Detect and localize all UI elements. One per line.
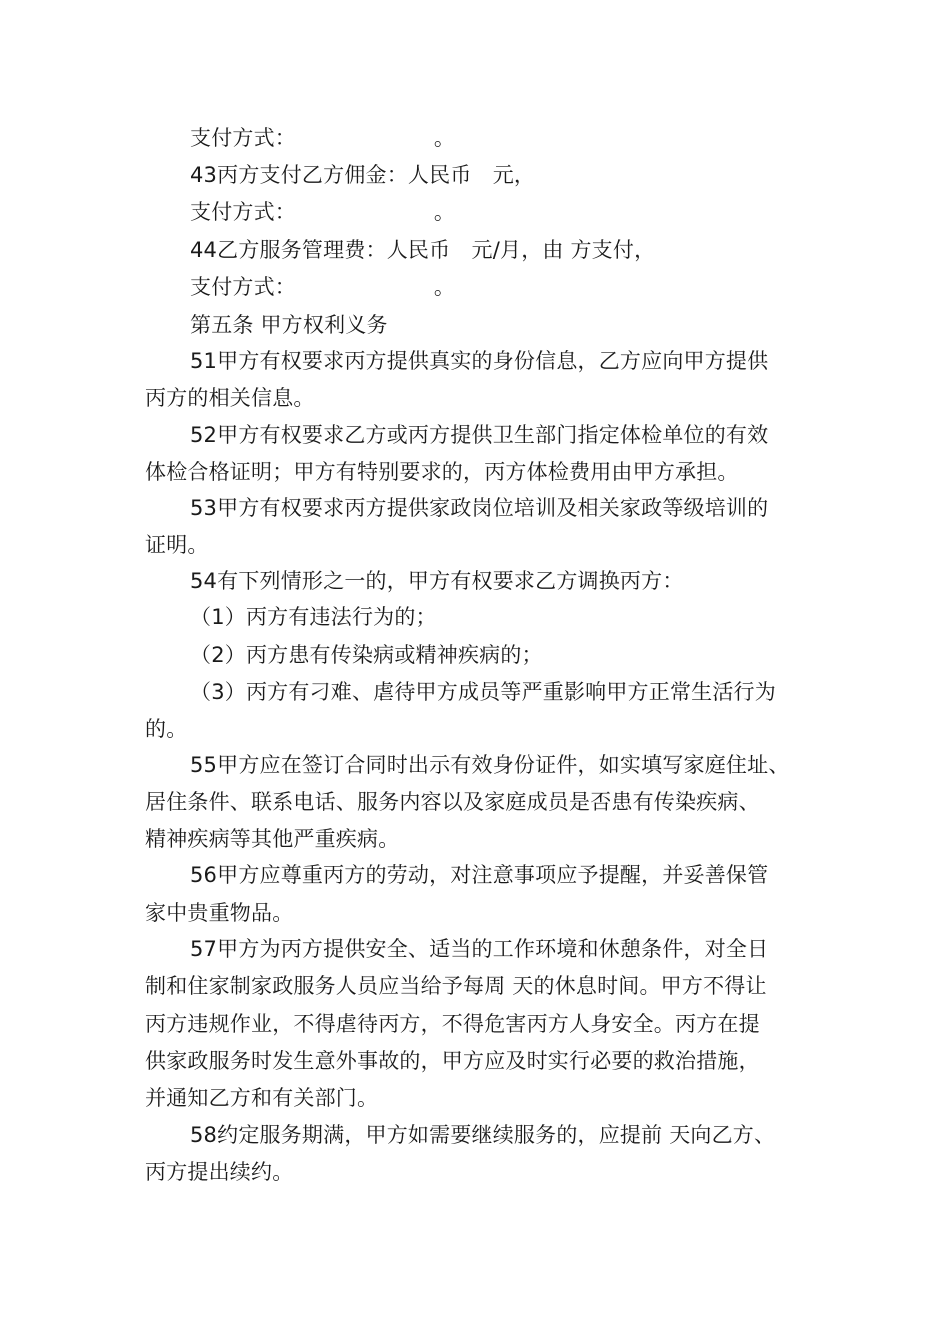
- clause-5-4-item-3-line-2: 的。: [145, 717, 188, 741]
- payment-method-line-1: 支付方式： 。: [190, 126, 456, 150]
- clause-5-4-item-3-line-1: （3）丙方有刁难、虐待甲方成员等严重影响甲方正常生活行为: [190, 680, 776, 704]
- clause-5-2-line-1: 52甲方有权要求乙方或丙方提供卫生部门指定体检单位的有效: [190, 423, 769, 447]
- payment-method-line-2: 支付方式： 。: [190, 200, 456, 224]
- clause-5-7-line-2: 制和住家制家政服务人员应当给予每周 天的休息时间。甲方不得让: [145, 974, 767, 998]
- clause-5-7-line-3: 丙方违规作业，不得虐待丙方，不得危害丙方人身安全。丙方在提: [145, 1012, 760, 1036]
- clause-5-4-item-2: （2）丙方患有传染病或精神疾病的；: [190, 643, 543, 667]
- article-5-heading: 第五条 甲方权利义务: [190, 313, 388, 337]
- clause-5-5-line-1: 55甲方应在签订合同时出示有效身份证件，如实填写家庭住址、: [190, 753, 790, 777]
- clause-4-3: 43丙方支付乙方佣金：人民币 元，: [190, 163, 536, 187]
- clause-5-7-line-1: 57甲方为丙方提供安全、适当的工作环境和休憩条件，对全日: [190, 937, 769, 961]
- clause-5-6-line-2: 家中贵重物品。: [145, 901, 294, 925]
- clause-5-7-line-4: 供家政服务时发生意外事故的，甲方应及时实行必要的救治措施，: [145, 1049, 760, 1073]
- clause-5-3-line-1: 53甲方有权要求丙方提供家政岗位培训及相关家政等级培训的: [190, 496, 769, 520]
- clause-4-4: 44乙方服务管理费：人民币 元/月，由 方支付，: [190, 238, 656, 262]
- clause-5-8-line-2: 丙方提出续约。: [145, 1160, 294, 1184]
- clause-5-2-line-2: 体检合格证明；甲方有特别要求的，丙方体检费用由甲方承担。: [145, 460, 739, 484]
- clause-5-7-line-5: 并通知乙方和有关部门。: [145, 1086, 379, 1110]
- clause-5-1-line-1: 51甲方有权要求丙方提供真实的身份信息，乙方应向甲方提供: [190, 349, 769, 373]
- clause-5-1-line-2: 丙方的相关信息。: [145, 386, 315, 410]
- clause-5-8-line-1: 58约定服务期满，甲方如需要继续服务的，应提前 天向乙方、: [190, 1123, 776, 1147]
- clause-5-6-line-1: 56甲方应尊重丙方的劳动，对注意事项应予提醒，并妥善保管: [190, 863, 769, 887]
- payment-method-line-3: 支付方式： 。: [190, 275, 456, 299]
- clause-5-4-item-1: （1）丙方有违法行为的；: [190, 605, 437, 629]
- clause-5-5-line-2: 居住条件、联系电话、服务内容以及家庭成员是否患有传染疾病、: [145, 790, 760, 814]
- clause-5-4: 54有下列情形之一的，甲方有权要求乙方调换丙方：: [190, 569, 684, 593]
- clause-5-5-line-3: 精神疾病等其他严重疾病。: [145, 827, 400, 851]
- clause-5-3-line-2: 证明。: [145, 533, 209, 557]
